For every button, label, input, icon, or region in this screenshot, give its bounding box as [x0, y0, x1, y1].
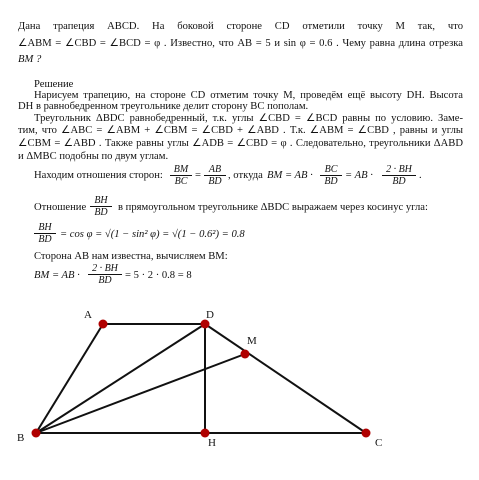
frac-num: AB: [204, 164, 226, 176]
point-M: [241, 350, 250, 359]
segment-AB: [36, 324, 103, 433]
cos-intro-b: в прямоугольном треугольнике ΔBDC выражаем через косинус угла:: [118, 202, 428, 213]
ab-known-line: Сторона AB нам известна, вычисляем BM:: [34, 251, 228, 262]
solution-p2-d: и ΔMBC подобны по двум углам.: [18, 151, 169, 162]
frac-num: 2 · BH: [88, 263, 122, 275]
frac-num: BM: [170, 164, 192, 176]
point-C: [362, 429, 371, 438]
label-C: C: [375, 437, 383, 449]
period: .: [419, 170, 422, 181]
solution-p2-b: тим, что ∠ABC = ∠ABM + ∠CBM = ∠CBD + ∠ABD . Т.к. ∠ABM = ∠CBD , равны и углы: [18, 125, 463, 136]
solution-p1-b: DH в равнобедренном треугольнике делит сторону BC пополам.: [18, 101, 309, 112]
equals-sign: =: [195, 170, 201, 181]
label-B: B: [17, 432, 25, 444]
figure-labels: [17, 309, 382, 449]
cos-equation: = cos φ = √(1 − sin² φ) = √(1 − 0.6²) = 0.8: [60, 229, 245, 240]
solution-p1-a: Нарисуем трапецию, на стороне CD отметим точку M, проведём ещё высоту DH. Высота: [34, 90, 463, 101]
frac-den: BD: [94, 207, 108, 218]
point-B: [32, 429, 41, 438]
label-A: A: [84, 309, 92, 321]
problem-line-3: BM ?: [18, 54, 42, 65]
label-D: D: [206, 309, 214, 321]
ratio-mid: , откуда: [228, 170, 263, 181]
label-H: H: [208, 437, 216, 449]
frac-den: BD: [98, 275, 112, 286]
frac-den: BD: [392, 176, 406, 187]
solution-p2-a: Треугольник ΔBDC равнобедренный, т.к. углы ∠CBD = ∠BCD равны по условию. Заме-: [34, 113, 463, 124]
frac-den: BC: [174, 176, 188, 187]
frac-num: BH: [90, 195, 112, 207]
problem-line-1: Дана трапеция ABCD. На боковой стороне CD отметили точку M так, что: [18, 21, 463, 32]
final-equation: = 5 · 2 · 0.8 = 8: [125, 270, 192, 281]
final-bm-label: BM = AB ·: [34, 270, 80, 281]
bm-eq-label: BM = AB ·: [267, 170, 313, 181]
ab-dot-label: = AB ·: [345, 170, 373, 181]
cos-intro-a: Отношение: [34, 202, 87, 213]
ratio-intro: Находим отношения сторон:: [34, 170, 163, 181]
frac-num: BH: [34, 222, 56, 234]
problem-line-2: ∠ABM = ∠CBD = ∠BCD = φ . Известно, что AB = 5 и sin φ = 0.6 . Чему равна длина отрезка: [18, 38, 463, 49]
segment-DC: [205, 324, 366, 433]
frac-num: 2 · BH: [382, 164, 416, 176]
solution-title: Решение: [34, 79, 74, 90]
solution-p2-c: ∠CBM = ∠ABD . Также равны углы ∠ADB = ∠CBD = φ . Следовательно, треугольники ΔABD: [18, 138, 463, 149]
frac-den: BD: [324, 176, 338, 187]
figure-lines: [36, 324, 366, 433]
frac-den: BD: [38, 234, 52, 245]
frac-num: BC: [320, 164, 342, 176]
frac-den: BD: [208, 176, 222, 187]
figure-points: [32, 320, 371, 438]
label-M: M: [247, 335, 257, 347]
point-A: [99, 320, 108, 329]
